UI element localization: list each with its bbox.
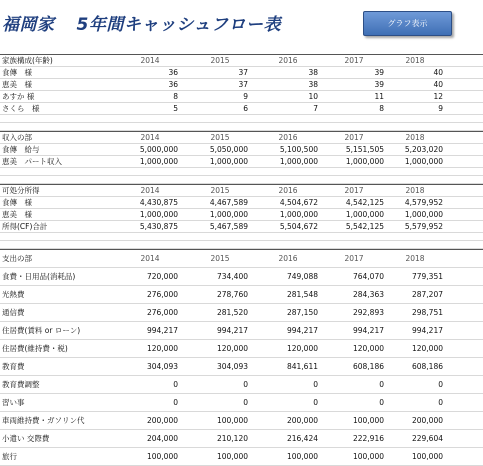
value-cell: 1,000,000 <box>345 157 384 166</box>
value-cell: 5,430,875 <box>139 222 178 231</box>
spacer-row <box>0 241 483 249</box>
value-cell: 0 <box>438 398 443 407</box>
expenses-row <box>0 286 483 304</box>
spacer-row <box>0 168 483 176</box>
row-label: 食費・日用品(消耗品) <box>2 272 76 281</box>
value-cell: 304,093 <box>216 362 248 371</box>
value-cell: 994,217 <box>216 326 248 335</box>
expenses-row <box>0 268 483 286</box>
value-cell: 1,000,000 <box>139 157 178 166</box>
value-cell: 994,217 <box>286 326 318 335</box>
row-label: あすか 様 <box>2 92 35 101</box>
value-cell: 200,000 <box>146 416 178 425</box>
row-label: 通信費 <box>2 308 25 317</box>
row-label: 教育費 <box>2 362 25 371</box>
value-cell: 0 <box>243 380 248 389</box>
page-title <box>2 10 281 35</box>
spacer-row <box>0 123 483 131</box>
family-row <box>0 79 483 91</box>
year-header: 2014 <box>140 133 160 142</box>
value-cell: 4,430,875 <box>139 198 178 207</box>
expenses-row <box>0 394 483 412</box>
value-cell: 10 <box>308 92 318 101</box>
value-cell: 304,093 <box>146 362 178 371</box>
expenses-header-row <box>0 249 483 268</box>
value-cell: 0 <box>438 380 443 389</box>
value-cell: 1,000,000 <box>404 210 443 219</box>
row-label: 恵美 様 <box>2 80 32 89</box>
value-cell: 0 <box>173 398 178 407</box>
value-cell: 994,217 <box>146 326 178 335</box>
spacer-row <box>0 115 483 123</box>
value-cell: 1,000,000 <box>209 157 248 166</box>
value-cell: 38 <box>308 68 318 77</box>
value-cell: 39 <box>374 80 384 89</box>
value-cell: 0 <box>313 380 318 389</box>
value-cell: 779,351 <box>411 272 443 281</box>
expenses-row <box>0 448 483 466</box>
value-cell: 5,151,505 <box>345 145 384 154</box>
value-cell: 7 <box>313 104 318 113</box>
year-header: 2017 <box>344 186 364 195</box>
spacer-row <box>0 176 483 184</box>
year-header: 2015 <box>210 186 230 195</box>
row-label: 住居費(賃料 or ローン) <box>2 326 81 335</box>
value-cell: 8 <box>173 92 178 101</box>
year-header: 2014 <box>140 186 160 195</box>
value-cell: 292,893 <box>352 308 384 317</box>
year-header: 2017 <box>344 133 364 142</box>
value-cell: 608,186 <box>411 362 443 371</box>
year-header: 2016 <box>278 254 298 263</box>
family-name: 福岡家 <box>2 15 55 35</box>
expenses-row <box>0 304 483 322</box>
income-row <box>0 144 483 156</box>
value-cell: 120,000 <box>146 344 178 353</box>
income-header-row <box>0 131 483 144</box>
value-cell: 200,000 <box>411 416 443 425</box>
year-header: 2018 <box>405 56 425 65</box>
income-section-title: 収入の部 <box>2 133 32 142</box>
value-cell: 4,504,672 <box>279 198 318 207</box>
value-cell: 1,000,000 <box>404 157 443 166</box>
value-cell: 37 <box>238 68 248 77</box>
value-cell: 608,186 <box>352 362 384 371</box>
value-cell: 5,467,589 <box>209 222 248 231</box>
disposable-section-title: 可処分所得 <box>2 186 40 195</box>
value-cell: 278,760 <box>216 290 248 299</box>
value-cell: 1,000,000 <box>279 210 318 219</box>
value-cell: 4,542,125 <box>345 198 384 207</box>
year-header: 2018 <box>405 186 425 195</box>
value-cell: 40 <box>433 68 443 77</box>
disposable-row <box>0 197 483 209</box>
disposable-header-row <box>0 184 483 197</box>
value-cell: 37 <box>238 80 248 89</box>
value-cell: 4,467,589 <box>209 198 248 207</box>
expenses-section-title: 支出の部 <box>2 254 32 263</box>
value-cell: 100,000 <box>146 452 178 461</box>
value-cell: 204,000 <box>146 434 178 443</box>
value-cell: 5 <box>173 104 178 113</box>
value-cell: 210,120 <box>216 434 248 443</box>
value-cell: 287,207 <box>411 290 443 299</box>
row-label: 食傳 給与 <box>2 145 40 154</box>
year-header: 2016 <box>278 56 298 65</box>
value-cell: 749,088 <box>286 272 318 281</box>
row-label: 所得(CF)合計 <box>2 222 48 231</box>
value-cell: 100,000 <box>411 452 443 461</box>
row-label: 習い事 <box>2 398 25 407</box>
show-graph-button[interactable]: グラフ表示 <box>363 11 452 36</box>
value-cell: 298,751 <box>411 308 443 317</box>
value-cell: 36 <box>168 68 178 77</box>
year-header: 2015 <box>210 133 230 142</box>
year-header: 2017 <box>344 56 364 65</box>
expenses-row <box>0 340 483 358</box>
row-label: 恵美 様 <box>2 210 32 219</box>
value-cell: 841,611 <box>286 362 318 371</box>
spacer-row <box>0 233 483 241</box>
year-header: 2018 <box>405 133 425 142</box>
value-cell: 994,217 <box>411 326 443 335</box>
disposable-row <box>0 209 483 221</box>
value-cell: 6 <box>243 104 248 113</box>
row-label: 教育費調整 <box>2 380 40 389</box>
value-cell: 100,000 <box>352 452 384 461</box>
value-cell: 200,000 <box>286 416 318 425</box>
row-label: 旅行 <box>2 452 17 461</box>
value-cell: 0 <box>173 380 178 389</box>
disposable-row <box>0 221 483 233</box>
value-cell: 1,000,000 <box>345 210 384 219</box>
year-header: 2015 <box>210 254 230 263</box>
value-cell: 38 <box>308 80 318 89</box>
value-cell: 100,000 <box>216 452 248 461</box>
row-label: 食傳 様 <box>2 68 32 77</box>
value-cell: 216,424 <box>286 434 318 443</box>
value-cell: 1,000,000 <box>139 210 178 219</box>
value-cell: 120,000 <box>352 344 384 353</box>
value-cell: 276,000 <box>146 290 178 299</box>
value-cell: 11 <box>374 92 384 101</box>
value-cell: 0 <box>313 398 318 407</box>
value-cell: 1,000,000 <box>209 210 248 219</box>
sheet-title: 5年間キャッシュフロー表 <box>76 15 281 35</box>
value-cell: 281,520 <box>216 308 248 317</box>
value-cell: 4,579,952 <box>404 198 443 207</box>
value-cell: 5,050,000 <box>209 145 248 154</box>
row-label: 住居費(維持費・税) <box>2 344 68 353</box>
value-cell: 5,504,672 <box>279 222 318 231</box>
value-cell: 120,000 <box>411 344 443 353</box>
value-cell: 229,604 <box>411 434 443 443</box>
row-label: さくら 様 <box>2 104 40 113</box>
value-cell: 100,000 <box>352 416 384 425</box>
expenses-row <box>0 322 483 340</box>
family-header-row <box>0 54 483 67</box>
value-cell: 5,000,000 <box>139 145 178 154</box>
value-cell: 0 <box>243 398 248 407</box>
value-cell: 9 <box>243 92 248 101</box>
value-cell: 120,000 <box>216 344 248 353</box>
value-cell: 276,000 <box>146 308 178 317</box>
expenses-row <box>0 376 483 394</box>
value-cell: 12 <box>433 92 443 101</box>
value-cell: 5,203,020 <box>404 145 443 154</box>
year-header: 2016 <box>278 186 298 195</box>
value-cell: 0 <box>379 398 384 407</box>
year-header: 2018 <box>405 254 425 263</box>
row-label: 食傳 様 <box>2 198 32 207</box>
value-cell: 734,400 <box>216 272 248 281</box>
family-row <box>0 103 483 115</box>
family-section-title: 家族構成(年齢) <box>2 56 53 65</box>
expenses-row <box>0 430 483 448</box>
row-label: 小遣い 交際費 <box>2 434 50 443</box>
income-row <box>0 156 483 168</box>
value-cell: 287,150 <box>286 308 318 317</box>
family-row <box>0 67 483 79</box>
value-cell: 5,100,500 <box>279 145 318 154</box>
value-cell: 5,579,952 <box>404 222 443 231</box>
value-cell: 5,542,125 <box>345 222 384 231</box>
value-cell: 100,000 <box>216 416 248 425</box>
value-cell: 222,916 <box>352 434 384 443</box>
year-header: 2017 <box>344 254 364 263</box>
value-cell: 764,070 <box>352 272 384 281</box>
expenses-row <box>0 358 483 376</box>
year-header: 2016 <box>278 133 298 142</box>
value-cell: 39 <box>374 68 384 77</box>
row-label: 光熱費 <box>2 290 25 299</box>
value-cell: 1,000,000 <box>279 157 318 166</box>
year-header: 2014 <box>140 254 160 263</box>
value-cell: 9 <box>438 104 443 113</box>
row-label: 車両維持費・ガソリン代 <box>2 416 85 425</box>
value-cell: 100,000 <box>286 452 318 461</box>
value-cell: 8 <box>379 104 384 113</box>
value-cell: 0 <box>379 380 384 389</box>
value-cell: 994,217 <box>352 326 384 335</box>
value-cell: 284,363 <box>352 290 384 299</box>
value-cell: 281,548 <box>286 290 318 299</box>
value-cell: 36 <box>168 80 178 89</box>
expenses-row <box>0 412 483 430</box>
row-label: 恵美 パート収入 <box>2 157 62 166</box>
family-row <box>0 91 483 103</box>
value-cell: 40 <box>433 80 443 89</box>
value-cell: 120,000 <box>286 344 318 353</box>
year-header: 2015 <box>210 56 230 65</box>
value-cell: 720,000 <box>146 272 178 281</box>
year-header: 2014 <box>140 56 160 65</box>
cashflow-sheet <box>0 54 483 466</box>
